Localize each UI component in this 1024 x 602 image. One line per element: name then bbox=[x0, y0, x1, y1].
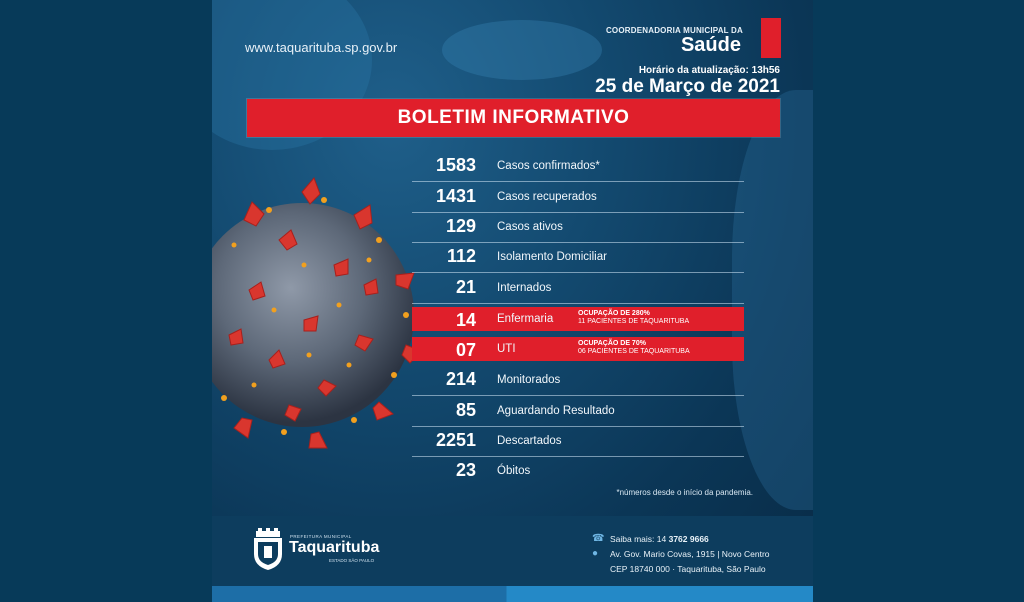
stat-label: Aguardando Resultado bbox=[497, 405, 615, 417]
logo-subtitle-top: PREFEITURA MUNICIPAL bbox=[290, 534, 352, 539]
occupancy-rate: OCUPAÇÃO DE 280% bbox=[578, 310, 650, 317]
stat-value: 112 bbox=[446, 246, 476, 266]
location-pin-icon: ● bbox=[592, 548, 599, 559]
stat-row-deaths bbox=[412, 456, 744, 486]
address-line-2 bbox=[592, 562, 770, 577]
stat-value: 14 bbox=[455, 310, 476, 330]
city-name: Taquarituba bbox=[289, 539, 380, 556]
department-title: Saúde bbox=[680, 34, 741, 56]
stat-row-ward bbox=[412, 307, 744, 331]
background-texture bbox=[442, 20, 602, 80]
stat-row-hospitalized bbox=[412, 273, 744, 304]
occupancy-patients: 06 PACIENTES DE TAQUARITUBA bbox=[578, 348, 690, 355]
stat-row-confirmed bbox=[412, 151, 744, 182]
stat-value: 1431 bbox=[435, 186, 476, 206]
stat-label: UTI bbox=[497, 343, 516, 355]
stat-value: 21 bbox=[455, 277, 476, 297]
address-street: Av. Gov. Mario Covas, 1915 | Novo Centro bbox=[610, 549, 770, 559]
logo-subtitle-bottom: ESTADO SÃO PAULO bbox=[329, 558, 375, 563]
contact-info bbox=[592, 532, 770, 577]
stat-label: Casos ativos bbox=[497, 221, 563, 233]
accent-bar bbox=[761, 18, 781, 58]
footer-stripes bbox=[212, 586, 813, 602]
bulletin-banner bbox=[247, 99, 780, 137]
department-small-title: COORDENADORIA MUNICIPAL DA bbox=[605, 26, 743, 35]
stat-value: 2251 bbox=[435, 430, 476, 450]
stat-value: 23 bbox=[455, 460, 476, 480]
stat-label: Enfermaria bbox=[497, 313, 554, 325]
stat-row-icu bbox=[412, 337, 744, 361]
coronavirus-illustration bbox=[212, 170, 430, 460]
occupancy-rate: OCUPAÇÃO DE 70% bbox=[578, 340, 646, 347]
ward-occupancy bbox=[578, 310, 689, 325]
city-crest-logo bbox=[248, 528, 288, 572]
address-city: CEP 18740 000 · Taquarituba, São Paulo bbox=[610, 564, 766, 574]
stat-label: Monitorados bbox=[497, 374, 561, 386]
stat-row-recovered bbox=[412, 182, 744, 213]
stat-value: 07 bbox=[455, 340, 476, 360]
stat-row-monitored bbox=[412, 365, 744, 396]
stat-label: Descartados bbox=[497, 435, 562, 447]
stat-value: 129 bbox=[445, 216, 476, 236]
phone-line bbox=[592, 532, 770, 547]
stat-label: Casos confirmados* bbox=[497, 160, 600, 172]
phone-prefix: Saiba mais: 14 bbox=[610, 534, 669, 544]
stat-label: Internados bbox=[497, 282, 552, 294]
address-line bbox=[592, 547, 770, 562]
bulletin-card bbox=[212, 0, 813, 602]
stat-row-awaiting bbox=[412, 396, 744, 427]
stat-value: 214 bbox=[445, 369, 476, 389]
footnote: *números desde o início da pandemia. bbox=[616, 488, 753, 497]
stat-label: Casos recuperados bbox=[497, 191, 597, 203]
website-link[interactable]: www.taquarituba.sp.gov.br bbox=[245, 40, 398, 55]
stat-row-active bbox=[412, 212, 744, 243]
banner-title: BOLETIM INFORMATIVO bbox=[397, 107, 630, 128]
stat-row-discarded bbox=[412, 426, 744, 457]
stat-row-home-isolation bbox=[412, 242, 744, 273]
phone-icon: ☎ bbox=[592, 533, 605, 544]
stat-value: 1583 bbox=[435, 155, 476, 175]
update-time: Horário da atualização: 13h56 bbox=[638, 65, 780, 76]
stat-value: 85 bbox=[455, 400, 476, 420]
phone-number[interactable]: 3762 9666 bbox=[668, 534, 709, 544]
background-texture bbox=[732, 90, 813, 510]
stat-label: Óbitos bbox=[497, 465, 531, 477]
icu-occupancy bbox=[578, 340, 690, 355]
stat-label: Isolamento Domiciliar bbox=[497, 251, 607, 263]
footer bbox=[212, 516, 813, 586]
occupancy-patients: 11 PACIENTES DE TAQUARITUBA bbox=[578, 318, 690, 325]
bulletin-date: 25 de Março de 2021 bbox=[595, 76, 780, 97]
